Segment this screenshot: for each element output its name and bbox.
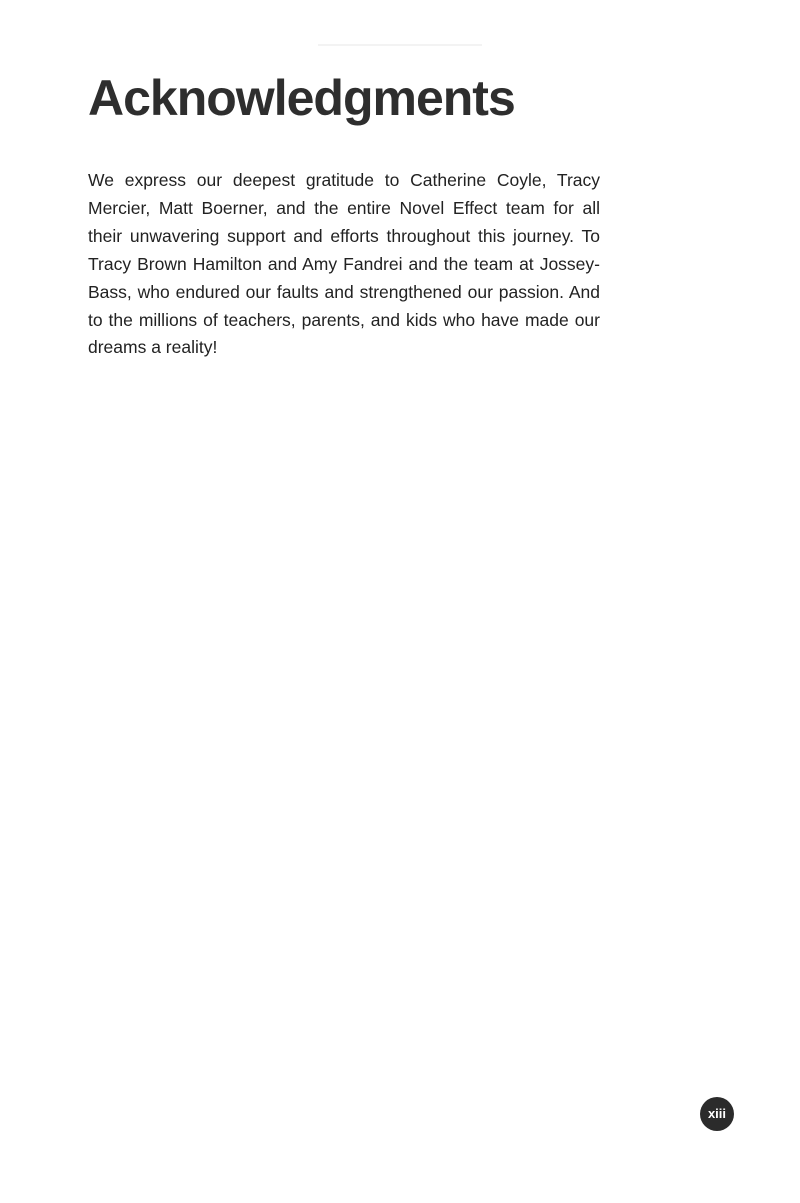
page-title: Acknowledgments [88,70,515,126]
header-rule [318,44,482,46]
page-number-badge: xiii [700,1097,734,1131]
acknowledgments-paragraph: We express our deepest gratitude to Catherine Coyle, Tracy Mercier, Matt Boerner, and the entire Novel Effect team for all their unwavering support and efforts throughout this journey. To Tracy Brown Hamilton and Amy Fandrei and the team at Jossey-Bass, who endured our faults and strengthened our passion. And to the millions of teachers, parents, and kids who have made our dreams a reality! [88,170,600,358]
